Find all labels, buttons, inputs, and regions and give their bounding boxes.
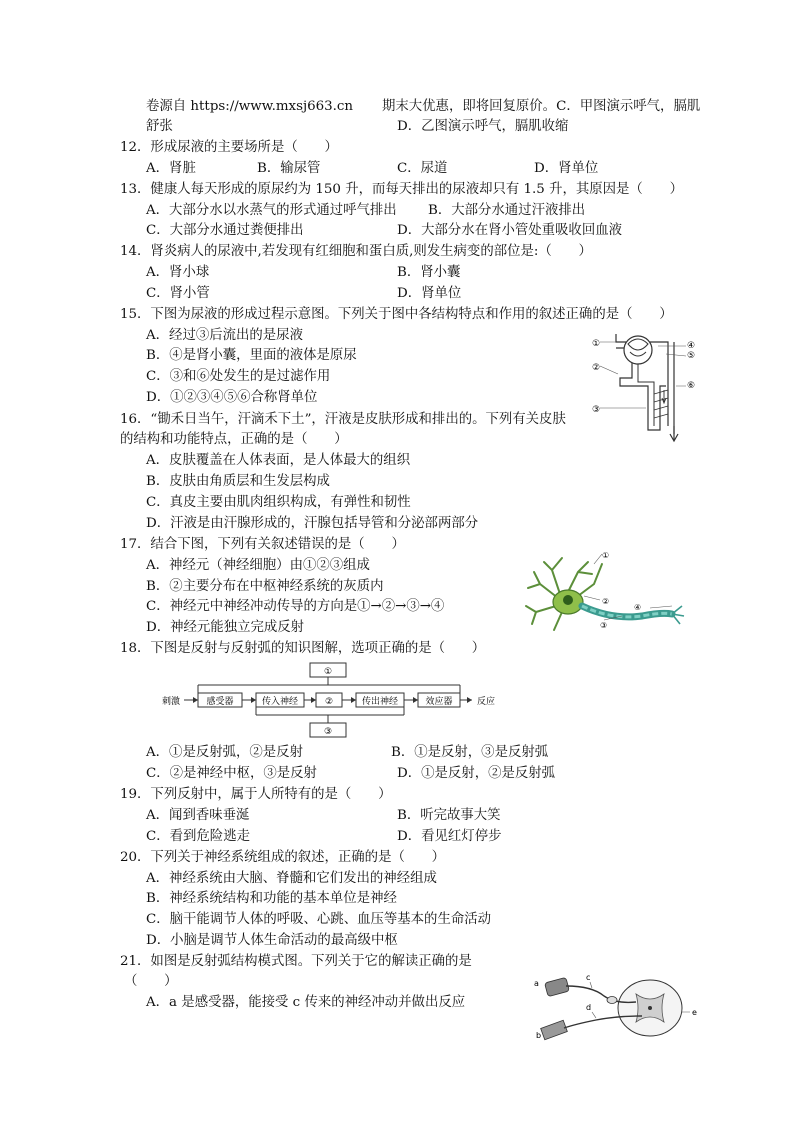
- question-19-stem: 19．下列反射中，属于人所特有的是（ ）: [120, 787, 392, 802]
- nephron-label-5: ⑤: [687, 351, 696, 361]
- question-12-stem: 12．形成尿液的主要场所是（ ）: [120, 140, 338, 155]
- question-13-option-c: C．大部分水通过粪便排出: [146, 223, 304, 238]
- question-14-option-c: C．肾小管: [146, 286, 210, 301]
- reflex-arc-label-e: e: [692, 1008, 697, 1017]
- reflex-arc-label-d: d: [586, 1003, 592, 1012]
- reflex-arc-label-a: a: [534, 979, 539, 988]
- nephron-diagram: [588, 330, 700, 442]
- question-20-option-a: A．神经系统由大脑、脊髓和它们发出的神经组成: [146, 871, 437, 886]
- question-20-option-b: B．神经系统结构和功能的基本单位是神经: [146, 891, 397, 906]
- reflex-flow-start: 刺激: [161, 697, 181, 707]
- nephron-label-6: ⑥: [687, 381, 696, 391]
- question-14-option-d: D．肾单位: [397, 286, 462, 301]
- reflex-arc-label-b: b: [536, 1031, 542, 1040]
- question-21-option-a: A．a 是感受器，能接受 c 传来的神经冲动并做出反应: [146, 995, 466, 1010]
- question-20-option-d: D．小脑是调节人体生命活动的最高级中枢: [146, 933, 398, 948]
- question-13-stem: 13．健康人每天形成的原尿约为 150 升，而每天排出的尿液却只有 1.5 升，其原因是（ ）: [120, 182, 683, 197]
- reflex-arc-label-c: c: [586, 973, 591, 982]
- question-15-option-c: C．③和⑥处发生的是过滤作用: [146, 369, 331, 384]
- reflex-flow-top-label: ①: [323, 667, 333, 677]
- question-18-option-d: D．①是反射，②是反射弧: [397, 766, 556, 781]
- question-13-option-a: A．大部分水以水蒸气的形式通过呼气排出: [146, 203, 397, 218]
- question-18-option-a: A．①是反射弧，②是反射: [146, 745, 303, 760]
- nephron-label-2: ②: [592, 363, 601, 373]
- question-18-option-c: C．②是神经中枢，③是反射: [146, 766, 317, 781]
- question-14-option-a: A．肾小球: [146, 265, 210, 280]
- neuron-label-3: ③: [600, 621, 608, 630]
- neuron-label-2: ②: [602, 597, 610, 606]
- question-18-stem: 18．下图是反射与反射弧的知识图解，选项正确的是（ ）: [120, 641, 486, 656]
- question-17-option-d: D．神经元能独立完成反射: [146, 620, 305, 635]
- question-15-stem: 15．下图为尿液的形成过程示意图。下列关于图中各结构特点和作用的叙述正确的是（ ）: [120, 307, 673, 322]
- question-16-stem: 16．“锄禾日当午，汗滴禾下土”，汗液是皮肤形成和排出的。下列有关皮肤: [120, 412, 566, 427]
- question-12-option-d: D．肾单位: [534, 161, 599, 176]
- question-18-option-b: B．①是反射，③是反射弧: [391, 745, 549, 760]
- question-15-option-d: D．①②③④⑤⑥合称肾单位: [146, 390, 318, 405]
- question-16-option-d: D．汗液是由汗腺形成的，汗腺包括导管和分泌部两部分: [146, 516, 479, 531]
- question-12-option-a: A．肾脏: [146, 161, 196, 176]
- reflex-flow-box-center: ②: [324, 697, 334, 707]
- question-13-option-d: D．大部分水在肾小管处重吸收回血液: [397, 223, 622, 238]
- nephron-label-1: ①: [592, 339, 601, 349]
- question-19-option-d: D．看见红灯停步: [397, 829, 502, 844]
- reflex-flow-diagram: [160, 663, 500, 739]
- question-16-option-a: A．皮肤覆盖在人体表面，是人体最大的组织: [146, 453, 411, 468]
- question-19-option-c: C．看到危险逃走: [146, 829, 250, 844]
- prev-question-option-d: D．乙图演示呼气，膈肌收缩: [397, 119, 569, 134]
- reflex-arc-diagram: [532, 972, 702, 1044]
- nephron-label-4: ④: [687, 341, 696, 351]
- question-17-stem: 17．结合下图，下列有关叙述错误的是（ ）: [120, 537, 405, 552]
- question-19-option-b: B．听完故事大笑: [397, 808, 501, 823]
- prev-question-continuation: 舒张: [146, 119, 173, 134]
- question-20-stem: 20．下列关于神经系统组成的叙述，正确的是（ ）: [120, 850, 446, 865]
- question-12-option-b: B．输尿管: [257, 161, 321, 176]
- question-16-option-b: B．皮肤由角质层和生发层构成: [146, 474, 330, 489]
- question-15-option-a: A．经过③后流出的是尿液: [146, 328, 303, 343]
- reflex-flow-box-receptor: 感受器: [206, 697, 234, 707]
- neuron-label-4: ④: [634, 603, 642, 612]
- question-20-option-c: C．脑干能调节人体的呼吸、心跳、血压等基本的生命活动: [146, 912, 492, 927]
- question-21-stem-cont: （ ）: [124, 974, 178, 989]
- question-14-stem: 14．肾炎病人的尿液中,若发现有红细胞和蛋白质,则发生病变的部位是:（ ）: [120, 244, 592, 259]
- question-16-option-c: C．真皮主要由肌肉组织构成，有弹性和韧性: [146, 495, 411, 510]
- question-12-option-c: C．尿道: [397, 161, 448, 176]
- question-17-option-c: C．神经元中神经冲动传导的方向是①→②→③→④: [146, 599, 445, 614]
- question-17-option-a: A．神经元（神经细胞）由①②③组成: [146, 558, 370, 573]
- nephron-label-3: ③: [592, 405, 601, 415]
- reflex-flow-box-efferent: 传出神经: [361, 697, 399, 707]
- question-17-option-b: B．②主要分布在中枢神经系统的灰质内: [146, 579, 384, 594]
- question-15-option-b: B．④是肾小囊，里面的液体是原尿: [146, 348, 357, 363]
- reflex-flow-box-effector: 效应器: [425, 697, 453, 707]
- reflex-flow-bottom-label: ③: [323, 727, 333, 737]
- reflex-flow-end: 反应: [476, 697, 496, 707]
- question-21-stem: 21．如图是反射弧结构模式图。下列关于它的解读正确的是: [120, 954, 472, 969]
- question-13-option-b: B．大部分水通过汗液排出: [428, 203, 586, 218]
- question-19-option-a: A．闻到香味垂涎: [146, 808, 250, 823]
- source-promo-text: 期末大优惠，即将回复原价。C．甲图演示呼气，膈肌: [382, 99, 701, 114]
- neuron-diagram: [522, 550, 692, 636]
- reflex-flow-box-afferent: 传入神经: [261, 697, 299, 707]
- source-text: 卷源自 https://www.mxsj663.cn: [146, 99, 354, 114]
- question-16-stem-cont: 的结构和功能特点，正确的是（ ）: [120, 432, 348, 447]
- neuron-label-1: ①: [602, 551, 610, 560]
- question-14-option-b: B．肾小囊: [397, 265, 461, 280]
